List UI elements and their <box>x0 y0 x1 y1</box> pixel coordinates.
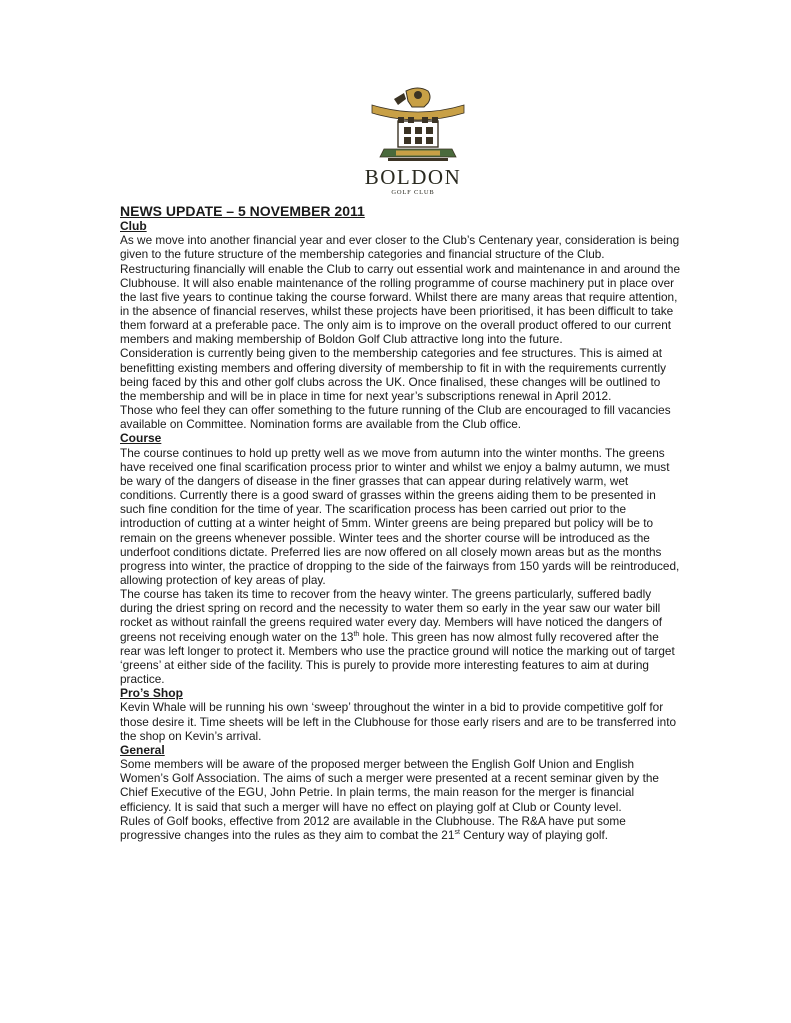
section-heading-pros-shop: Pro’s Shop <box>120 686 183 701</box>
ordinal-suffix: th <box>353 630 360 638</box>
club-paragraph-3: Consideration is currently being given to the membership categories and fee structures. This is aimed at benefitting existing members and offering diversity of membership to fit in with the requirements currently being faced by this and other golf clubs across the UK. Once finalised, these changes will be outlined to the membership and will be in place in time for next year’s subscriptions renewal in April 2012. <box>120 346 666 403</box>
ordinal-suffix: st <box>454 828 460 836</box>
general-paragraph-2 <box>120 814 680 842</box>
page-title: NEWS UPDATE – 5 NOVEMBER 2011 <box>120 203 365 219</box>
general-paragraph-2-part-b: Century way of playing golf. <box>459 827 609 842</box>
course-paragraph-2-part-a: The course has taken its time to recover from the heavy winter. The greens particularly, suffered badly during the driest spring on record and the necessity to water them so early in the year saw our water bill rocket as without rainfall the greens required water every day. Members will have noticed the dangers of greens not receiving enough water on the 13 <box>120 587 663 644</box>
general-paragraph-2-part-a: Rules of Golf books, effective from 2012 are available in the Clubhouse. The R&A have put some progressive changes into the rules as they aim to combat the 21 <box>120 813 626 842</box>
section-heading-club: Club <box>120 219 147 233</box>
club-paragraph-1: As we move into another financial year and ever closer to the Club’s Centenary year, consideration is being given to the future structure of the membership categories and financial structure of the Club. <box>120 233 680 262</box>
club-paragraph-4: Those who feel they can offer something to the future running of the Club are encouraged to fill vacancies available on Committee. Nomination forms are available from the Club office. <box>120 403 671 432</box>
logo-club-name: BOLDON <box>364 165 462 189</box>
course-paragraph-2-part-b: hole. This green has now almost fully recovered after the rear was left longer to protect it. Members who use the practice ground will notice the marking out of target ‘greens’ at either side of the facility. This is purely to provide more interesting features to aim at during practice. <box>120 629 675 687</box>
pros-shop-paragraph-1: Kevin Whale will be running his own ‘sweep’ throughout the winter in a bid to provide competitive golf for those desire it. Time sheets will be left in the Clubhouse for those early risers and are to be transferred into the shop on Kevin’s arrival. <box>120 700 677 743</box>
news-page <box>120 85 680 842</box>
course-paragraph-1: The course continues to hold up pretty well as we move from autumn into the winter months. The greens have received one final scarification process prior to winter and whilst we enjoy a balmy autumn, we must be wary of the dangers of disease in the finer grasses that can appear during relatively warm, wet conditions. Currently there is a good sward of grasses within the greens aiding them to be presented in such fine condition for the time of year. The scarification process has been carried out prior to the introduction of cutting at a winter height of 5mm. Winter greens are being prepared but policy will be to remain on the greens whenever possible. Winter tees and the shorter course will be introduced as the underfoot conditions dictate. Preferred lies are now offered on all closely mown areas but as the months progress into winter, the practice of dropping to the side of the fairways from 150 yards will be reintroduced, allowing protection of key areas of play. <box>120 445 680 587</box>
golf-club-crest-icon <box>358 85 478 165</box>
section-heading-general: General <box>120 742 165 757</box>
course-paragraph-2 <box>120 587 680 686</box>
general-paragraph-1: Some members will be aware of the proposed merger between the English Golf Union and English Women’s Golf Association. The aims of such a merger were presented at a recent seminar given by the Chief Executive of the EGU, John Petrie. In plain terms, the main reason for the merger is financial efficiency. It is said that such a merger will have no effect on playing golf at Club or County level. <box>120 757 659 814</box>
section-heading-course: Course <box>120 431 162 446</box>
club-paragraph-2: Restructuring financially will enable the Club to carry out essential work and maintenance in and around the Clubhouse. It will also enable maintenance of the rolling programme of course machinery put in place over the last five years to continue taking the course forward. Whilst there are many areas that require attention, in the absence of financial reserves, whilst these projects have been prioritised, it has been difficult to take them forward at a preferable pace. The only aim is to improve on the overall product offered to our current members and making membership of Boldon Golf Club attractive long into the future. <box>120 261 681 347</box>
club-logo <box>120 85 680 201</box>
logo-club-subtitle: GOLF CLUB <box>391 189 435 196</box>
